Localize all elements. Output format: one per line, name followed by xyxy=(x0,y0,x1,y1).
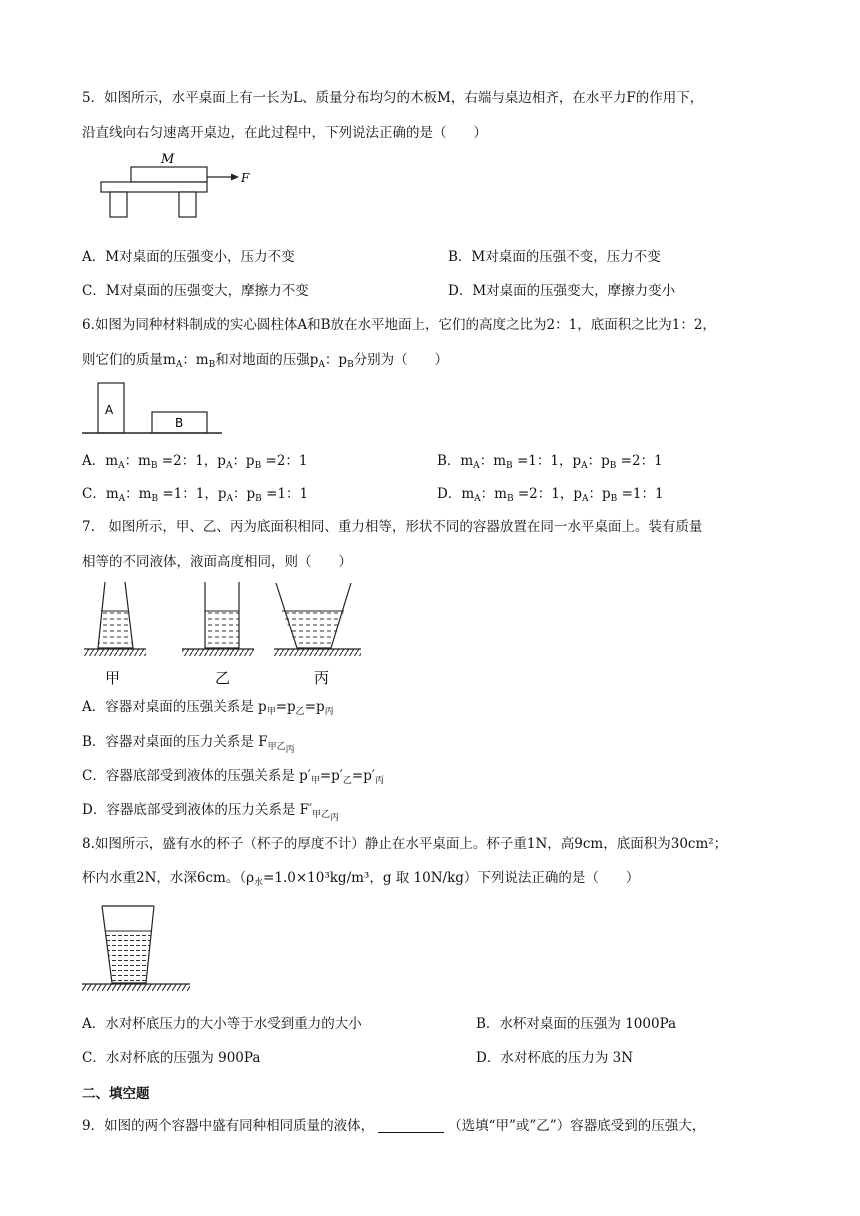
q7-option-d[interactable]: D．容器底部受到液体的压力关系是 $F'_{甲乙丙}$ xyxy=(82,802,340,823)
q7-label-yi: 乙 xyxy=(215,669,231,687)
q8-option-b[interactable]: B．水杯对桌面的压强为 1000Pa xyxy=(476,1016,677,1032)
q8-line1: 8.如图所示，盛有水的杯子（杯子的厚度不计）静止在水平桌面上。杯子重1N，高9cm，底面积为30cm²； xyxy=(82,836,728,852)
q7-option-c[interactable]: C．容器底部受到液体的压强关系是 $p'_甲=p'_乙=p'_丙$ xyxy=(82,768,384,786)
q6-line2-mid1: ：m xyxy=(182,352,209,368)
q5-option-c[interactable]: C．M对桌面的压强变大，摩擦力不变 xyxy=(82,283,309,299)
q7-line2: 相等的不同液体，液面高度相同，则（ ） xyxy=(82,554,352,570)
q5-line2: 沿直线向右匀速离开桌边，在此过程中，下列说法正确的是（ ） xyxy=(82,125,487,141)
q7-figure-containers xyxy=(82,580,382,690)
q6-option-c[interactable]: C．$m_A$：$m_B =1$：1，$p_A$：$p_B =1$：1 xyxy=(82,486,309,504)
q6-figure-label-b: B xyxy=(175,416,184,430)
q8-line2: 杯内水重2N，水深6cm。（$\rho_水=1.0\times 10^3kg/m^3$，g 取 10N/kg）下列说法正确的是（ ） xyxy=(82,870,640,888)
q5-option-a[interactable]: A．M对桌面的压强变小，压力不变 xyxy=(82,249,295,265)
section-heading-fill-in: 二、填空题 xyxy=(82,1086,150,1102)
q9-answer-blank[interactable] xyxy=(378,1118,444,1133)
q7-option-a[interactable]: A．容器对桌面的压强关系是 $p_甲=p_乙=p_丙$ xyxy=(82,699,334,717)
q9-pre: 9．如图的两个容器中盛有同种相同质量的液体， xyxy=(82,1118,375,1134)
q9-post: （选填“甲”或”乙”）容器底受到的压强大， xyxy=(448,1118,706,1134)
q6-line2-mid2: 和对地面的压强p xyxy=(215,352,319,368)
q5-figure-label-f: F xyxy=(241,171,250,185)
q8-option-a[interactable]: A．水对杯底压力的大小等于水受到重力的大小 xyxy=(82,1016,362,1032)
q6-option-b[interactable]: B．$m_A$：$m_B =1$：1，$p_A$：$p_B =2$：1 xyxy=(437,453,663,471)
q5-figure-board-on-table xyxy=(95,150,265,220)
q6-line2-post: 分别为（ ） xyxy=(353,352,449,368)
q7-line1: 7. 如图所示，甲、乙、丙为底面积相同、重力相等，形状不同的容器放置在同一水平桌面上。装有质量 xyxy=(82,519,703,535)
q8-option-d[interactable]: D．水对杯底的压力为 3N xyxy=(476,1050,634,1066)
q7-label-bing: 丙 xyxy=(314,669,330,687)
q5-option-d[interactable]: D．M对桌面的压强变大，摩擦力变小 xyxy=(448,283,676,299)
q5-line1: 5．如图所示，水平桌面上有一长为L、质量分布均匀的木板M，右端与桌边相齐，在水平力F的作用下， xyxy=(82,90,704,106)
q5-option-b[interactable]: B．M对桌面的压强不变，压力不变 xyxy=(448,249,661,265)
q6-option-d[interactable]: D．$m_A$：$m_B =2$：1，$p_A$：$p_B =1$：1 xyxy=(437,486,664,504)
q7-option-b[interactable]: B．容器对桌面的压力关系是 $F_{甲乙丙}$ xyxy=(82,734,295,755)
q8-option-c[interactable]: C．水对杯底的压强为 900Pa xyxy=(82,1050,261,1066)
q9-line1 xyxy=(82,1116,705,1136)
q6-option-a[interactable]: A．$m_A$：$m_B =2$：1，$p_A$：$p_B =2$：1 xyxy=(82,453,308,471)
q8-figure-cup xyxy=(82,903,202,995)
q7-label-jia: 甲 xyxy=(105,669,121,687)
q6-figure-label-a: A xyxy=(105,403,114,417)
q5-figure-label-m: M xyxy=(161,152,175,167)
q6-sub-b1: B xyxy=(208,360,216,370)
q6-line1: 6.如图为同种材料制成的实心圆柱体A和B放在水平地面上，它们的高度之比为2：1，底面积之比为1：2， xyxy=(82,317,716,333)
q6-sub-b2: B xyxy=(347,360,354,370)
q6-sub-a2: A xyxy=(318,360,325,370)
q6-line2 xyxy=(82,350,448,375)
q6-line2-mid3: ：p xyxy=(324,352,348,368)
q6-figure-cylinders xyxy=(82,380,227,436)
q6-sub-a1: A xyxy=(175,360,183,370)
q6-line2-pre: 则它们的质量m xyxy=(82,352,176,368)
